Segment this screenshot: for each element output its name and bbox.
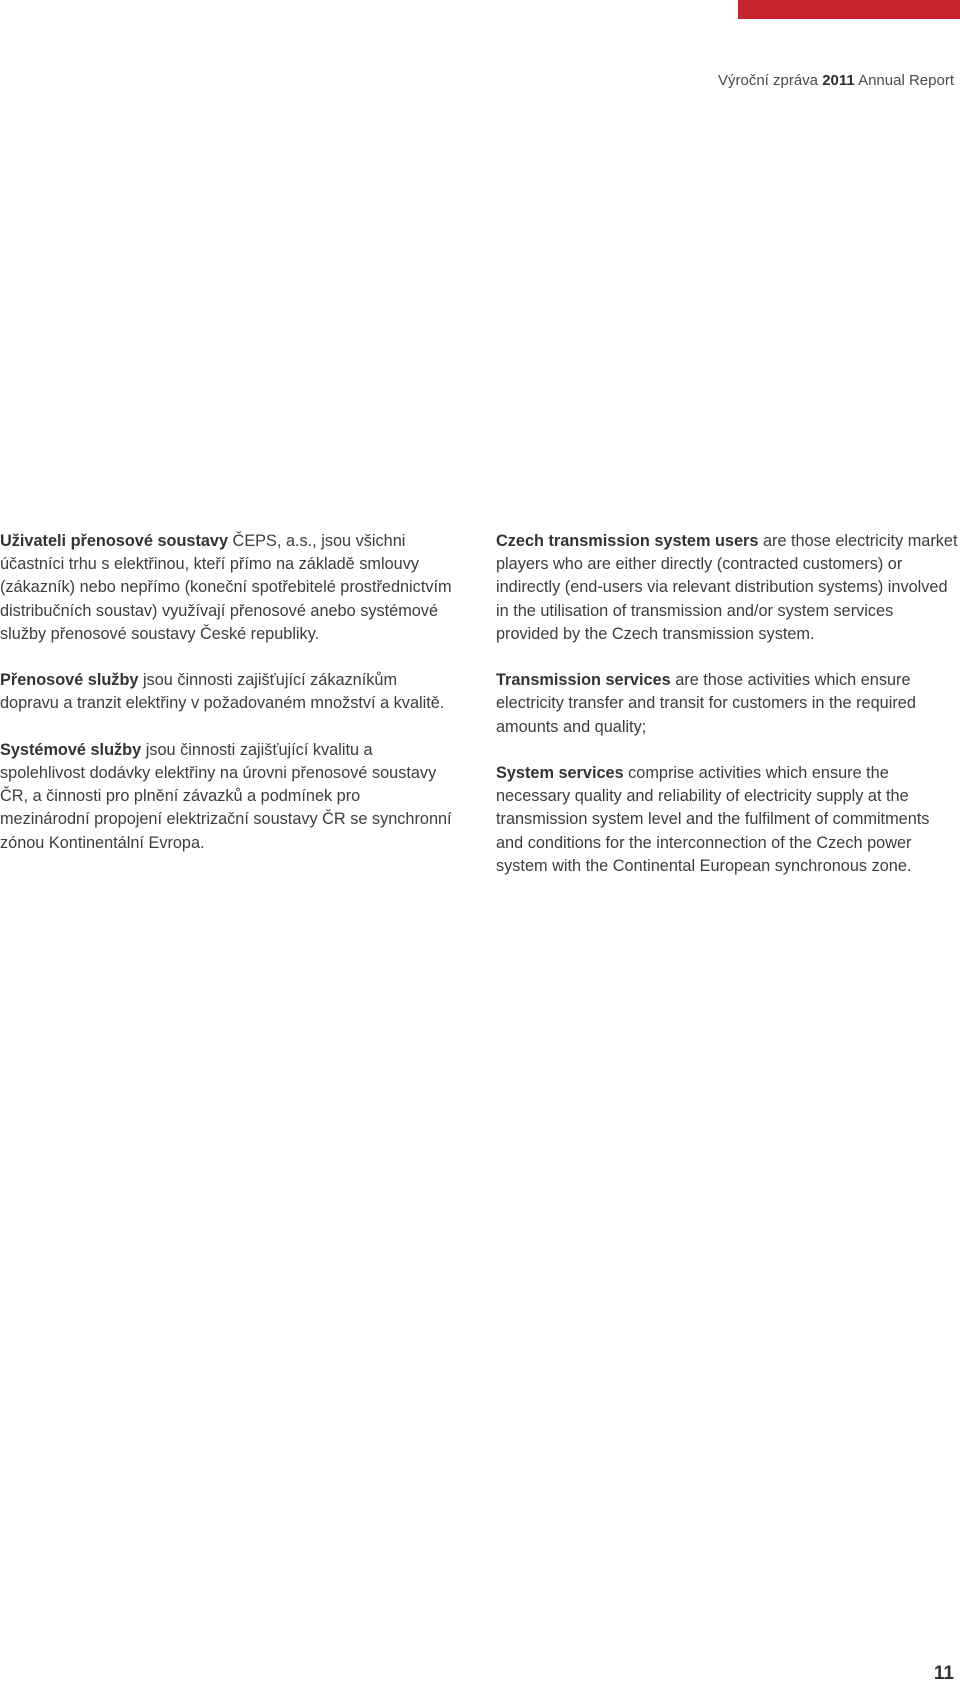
running-header — [718, 72, 954, 89]
red-accent-bar — [738, 0, 960, 19]
paragraph-users-cs — [0, 530, 452, 646]
paragraph-transmission-services-en — [496, 669, 960, 739]
term-users-cs: Uživateli přenosové soustavy — [0, 532, 229, 550]
page-number: 11 — [933, 1663, 954, 1684]
definition-system-services-cs: jsou činnosti zajišťující kvalitu a spolehlivost dodávky elektřiny na úrovni přenosové soustavy ČR, a činnosti pro plnění závazků a podmínek pro mezinárodní propojení elektrizační soustavy ČR se synchronní zónou Kontinentální Evropa. — [0, 740, 452, 852]
header-year: 2011 — [822, 72, 855, 89]
header-title-cs: Výroční zpráva — [717, 72, 823, 89]
header-title-en: Annual Report — [854, 72, 954, 89]
term-system-services-en: System services — [496, 764, 624, 782]
definition-transmission-services-cs: jsou činnosti zajišťující zákazníkům dopravu a tranzit elektřiny v požadovaném množství a kvalitě. — [0, 671, 445, 713]
paragraph-users-en — [496, 530, 960, 646]
term-transmission-services-en: Transmission services — [496, 671, 671, 690]
paragraph-transmission-services-cs — [0, 669, 452, 715]
term-users-en: Czech transmission system users — [496, 532, 759, 550]
definition-system-services-en: comprise activities which ensure the necessary quality and reliability of electricity supply at the transmission system level and the fulfilment of commitments and conditions for the interconnection of the Czech power system with the Continental European synchronous zone. — [496, 764, 930, 875]
definition-users-en: are those electricity market players who are either directly (contracted customers) or indirectly (end-users via relevant distribution systems) involved in the utilisation of transmission and/or system services provided by the Czech transmission system. — [496, 532, 958, 643]
term-system-services-cs: Systémové služby — [0, 740, 142, 759]
definition-users-cs: ČEPS, a.s., jsou všichni účastníci trhu s elektřinou, kteří přímo na základě smlouvy (zákazník) nebo nepřímo (koneční spotřebitelé prostřednictvím distribučních soustav) využívají přenosové anebo systémové služby přenosové soustavy České republiky. — [0, 532, 452, 643]
czech-column — [0, 530, 452, 878]
english-column — [496, 530, 960, 901]
paragraph-system-services-cs — [0, 739, 452, 855]
definition-transmission-services-en: are those activities which ensure electricity transfer and transit for customers in the required amounts and quality; — [496, 671, 916, 736]
term-transmission-services-cs: Přenosové služby — [0, 671, 139, 690]
paragraph-system-services-en — [496, 762, 960, 878]
